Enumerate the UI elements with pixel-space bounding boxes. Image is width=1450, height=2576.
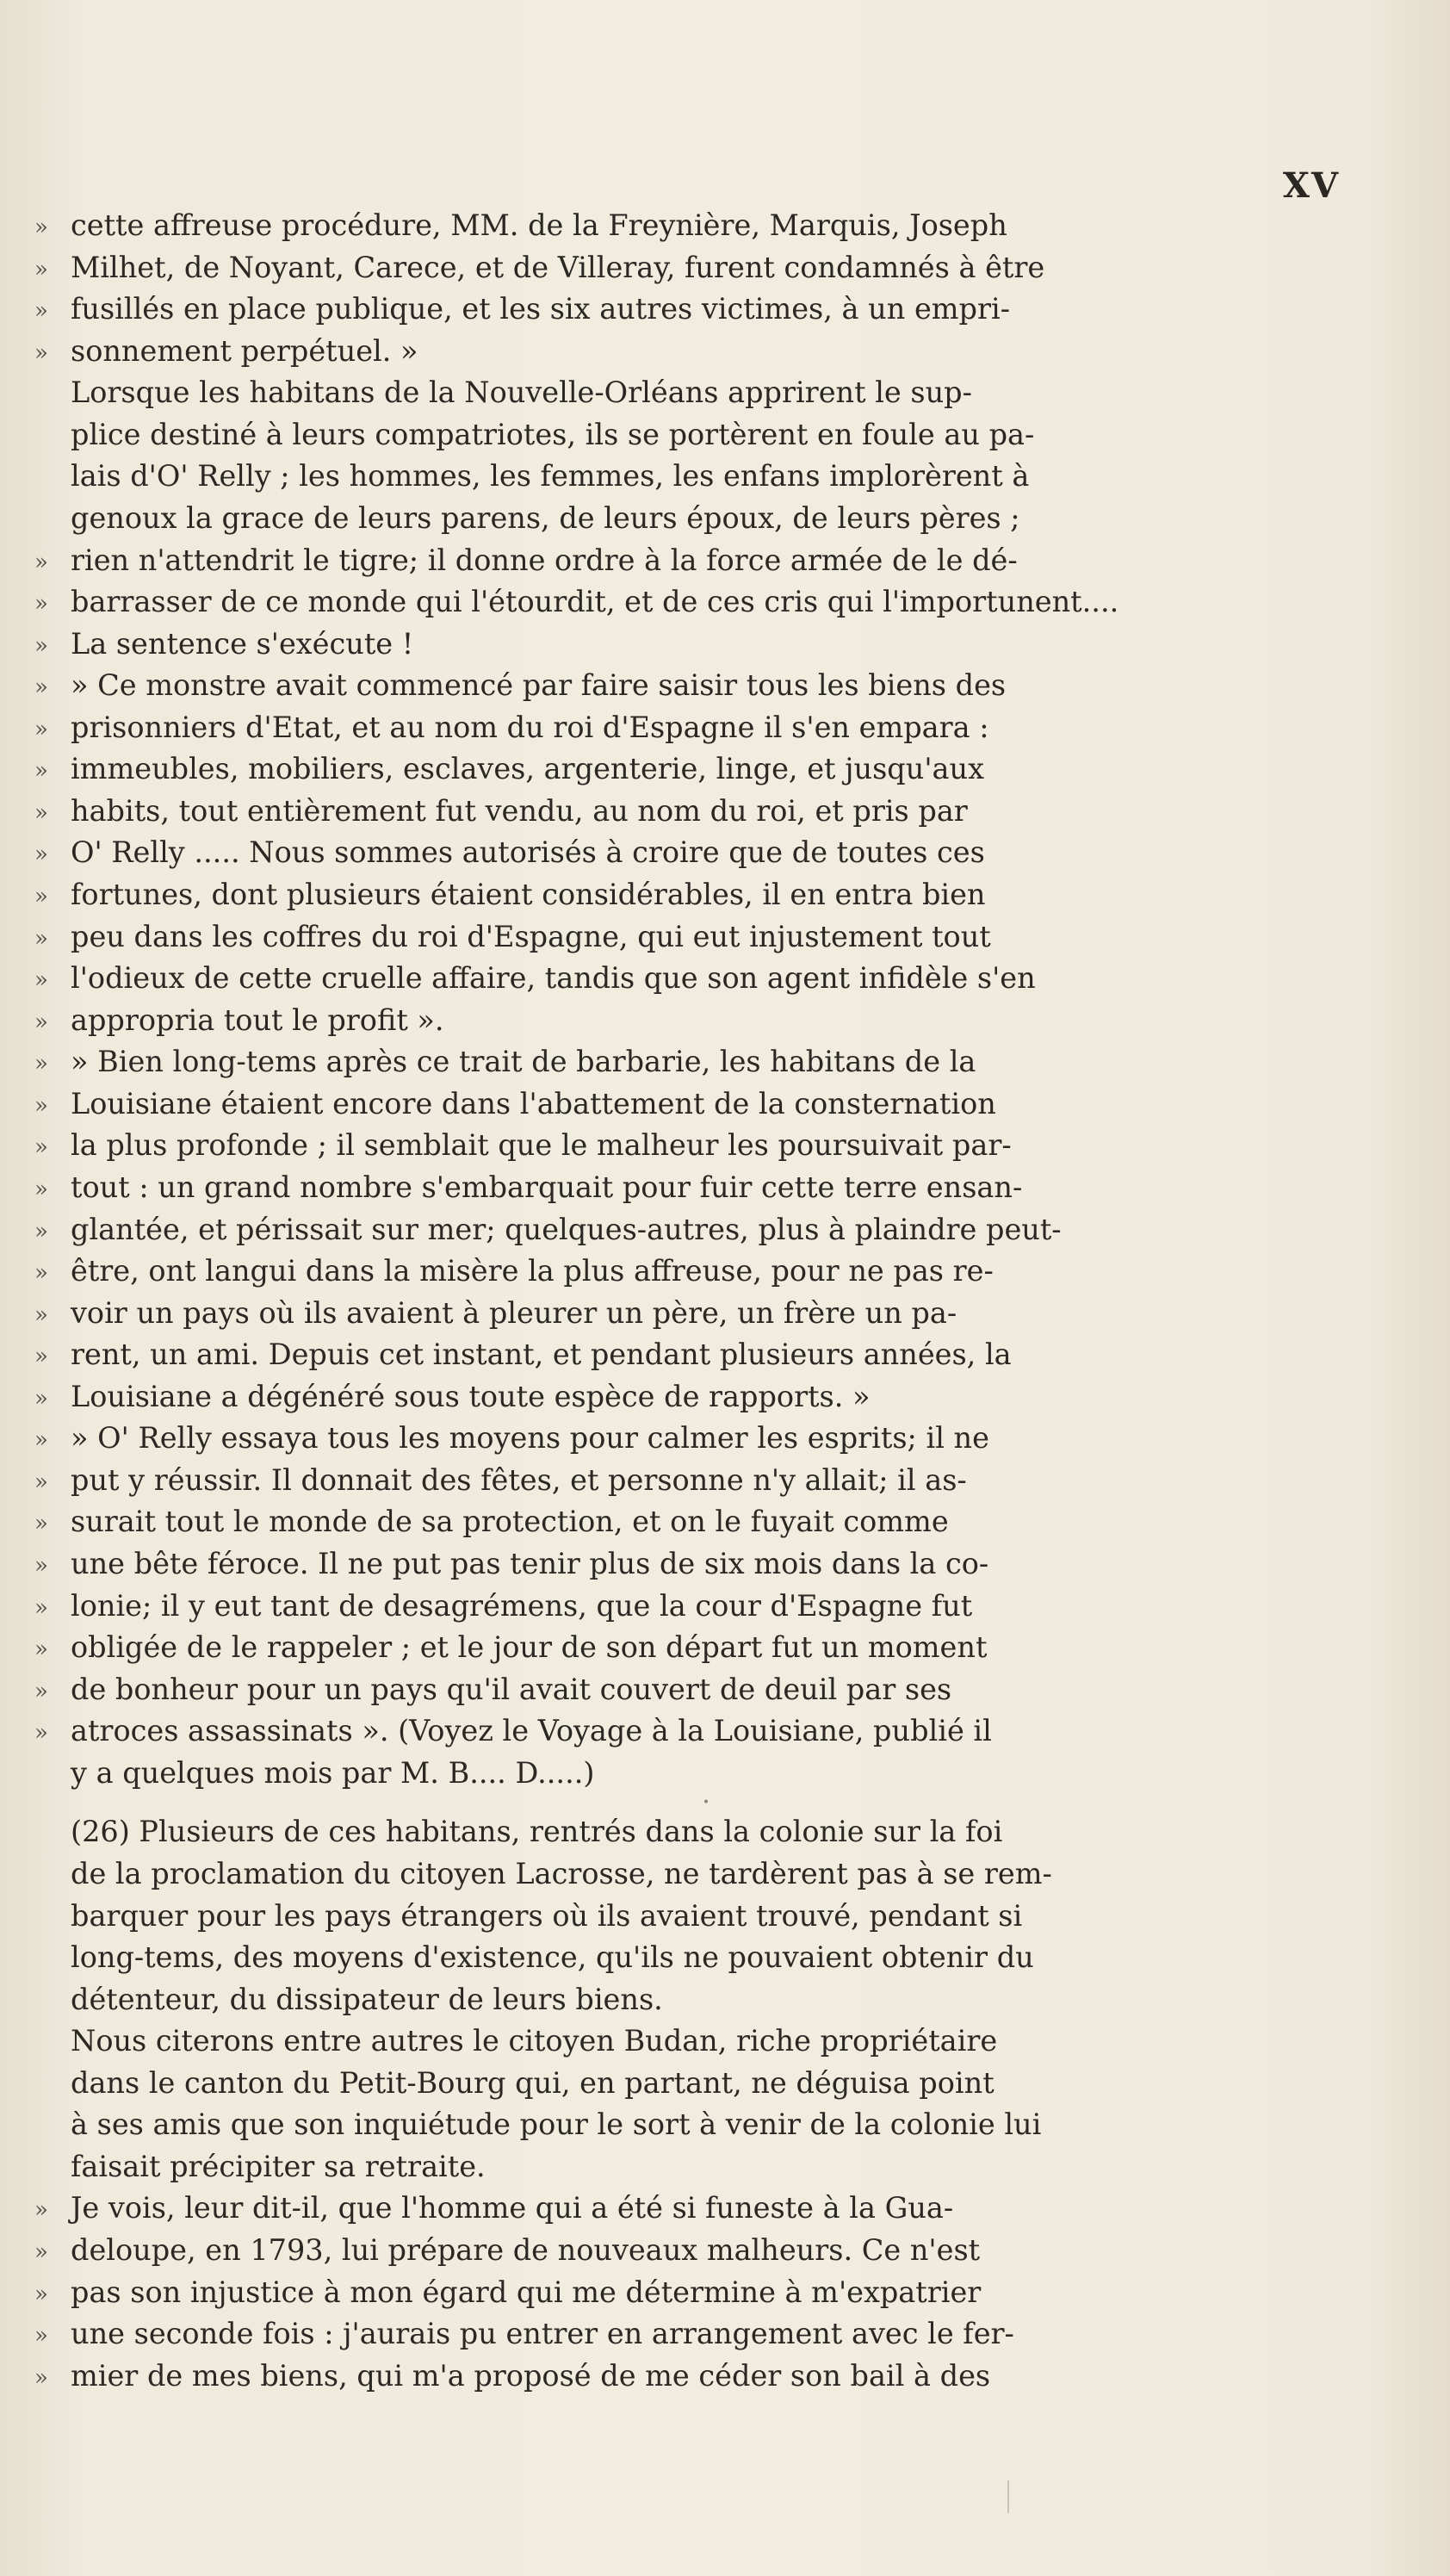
line-text: pas son injustice à mon égard qui me détermine à m'expatrier	[71, 2275, 982, 2309]
line-text: (26) Plusieurs de ces habitans, rentrés dans la colonie sur la foi	[71, 1815, 1003, 1849]
text-line	[34, 624, 1378, 666]
quotation-mark: »	[34, 716, 48, 742]
text-line	[34, 2146, 1378, 2188]
quotation-mark: »	[34, 1468, 48, 1495]
line-text: fortunes, dont plusieurs étaient considérables, il en entra bien	[71, 878, 986, 911]
text-line	[34, 1710, 1378, 1753]
text-line	[34, 1125, 1378, 1167]
paragraph-6	[34, 2020, 1378, 2188]
quotation-mark: »	[34, 591, 48, 618]
text-line	[34, 2188, 1378, 2230]
line-text: faisait précipiter sa retraite.	[71, 2149, 486, 2183]
quotation-mark: »	[34, 884, 48, 909]
line-text: rent, un ami. Depuis cet instant, et pendant plusieurs années, la	[71, 1338, 1012, 1372]
line-text: long-tems, des moyens d'existence, qu'ils ne pouvaient obtenir du	[71, 1940, 1034, 1975]
quotation-mark: »	[34, 1553, 48, 1579]
text-line	[34, 832, 1378, 874]
line-text: barquer pour les pays étrangers où ils avaient trouvé, pendant si	[71, 1898, 1023, 1933]
text-line	[34, 1000, 1378, 1042]
line-text: » Bien long-tems après ce trait de barbarie, les habitans de la	[71, 1045, 976, 1079]
quotation-mark: »	[34, 841, 48, 868]
text-line	[34, 581, 1378, 624]
line-text: une seconde fois : j'aurais pu entrer en arrangement avec le fer-	[71, 2317, 1014, 2351]
page-body	[34, 205, 1378, 2397]
line-text: tout : un grand nombre s'embarquait pour fuir cette terre ensan-	[71, 1170, 1023, 1204]
line-text: appropria tout le profit ».	[71, 1002, 444, 1037]
text-line	[34, 791, 1378, 833]
quotation-mark: »	[34, 1385, 48, 1412]
line-text: » Ce monstre avait commencé par faire saisir tous les biens des	[71, 668, 1007, 703]
quotation-mark: »	[34, 256, 48, 282]
line-text: » O' Relly essaya tous les moyens pour calmer les esprits; il ne	[71, 1421, 989, 1456]
quotation-mark: »	[34, 1051, 48, 1077]
text-line	[34, 2063, 1378, 2105]
text-line	[34, 1853, 1378, 1896]
text-line	[34, 2230, 1378, 2272]
quotation-mark: »	[34, 2197, 48, 2224]
section-separator: •	[702, 1796, 710, 1810]
quotation-mark: »	[34, 758, 48, 785]
quotation-mark: »	[34, 1720, 48, 1747]
line-text: à ses amis que son inquiétude pour le sort à venir de la colonie lui	[71, 2107, 1042, 2142]
line-text: être, ont langui dans la misère la plus affreuse, pour ne pas re-	[71, 1254, 994, 1288]
text-line	[34, 1627, 1378, 1669]
text-line	[34, 331, 1378, 373]
text-line	[34, 707, 1378, 749]
text-line	[34, 498, 1378, 540]
text-line	[34, 1811, 1378, 1853]
line-text: genoux la grace de leurs parens, de leurs époux, de leurs pères ;	[71, 500, 1020, 535]
line-text: de bonheur pour un pays qu'il avait couvert de deuil par ses	[71, 1672, 952, 1706]
page-number: XV	[1282, 165, 1340, 206]
quotation-mark: »	[34, 339, 48, 366]
line-text: put y réussir. Il donnait des fêtes, et personne n'y allait; il as-	[71, 1462, 967, 1497]
paragraph-1	[34, 205, 1378, 665]
line-text: cette affreuse procédure, MM. de la Freynière, Marquis, Joseph	[71, 208, 1007, 242]
line-text: surait tout le monde de sa protection, et on le fuyait comme	[71, 1505, 949, 1539]
text-line	[34, 958, 1378, 1000]
text-line	[34, 2272, 1378, 2314]
text-line	[34, 916, 1378, 959]
line-text: détenteur, du dissipateur de leurs biens.	[71, 1982, 663, 2016]
text-line	[34, 1896, 1378, 1938]
margin-mark	[1007, 2480, 1009, 2513]
quotation-mark: »	[34, 2281, 48, 2307]
quotation-mark: »	[34, 1092, 48, 1119]
line-text: une bête féroce. Il ne put pas tenir plus de six mois dans la co-	[71, 1547, 989, 1580]
text-line	[34, 1586, 1378, 1628]
line-text: la plus profonde ; il semblait que le malheur les poursuivait par-	[71, 1128, 1012, 1163]
text-line	[34, 1334, 1378, 1376]
line-text: voir un pays où ils avaient à pleurer un père, un frère un pa-	[71, 1295, 957, 1330]
text-line	[34, 1979, 1378, 2021]
quotation-mark: »	[34, 1594, 48, 1621]
line-text: Louisiane étaient encore dans l'abattement de la consternation	[71, 1086, 996, 1120]
quotation-mark: »	[34, 298, 48, 325]
quotation-mark: »	[34, 549, 48, 575]
quotation-mark: »	[34, 1176, 48, 1202]
text-line	[34, 1543, 1378, 1586]
quotation-mark: »	[34, 2239, 48, 2265]
quotation-mark: »	[34, 1636, 48, 1663]
text-line	[34, 1083, 1378, 1126]
text-line	[34, 414, 1378, 456]
text-line	[34, 1293, 1378, 1335]
line-text: Je vois, leur dit-il, que l'homme qui a été si funeste à la Gua-	[71, 2191, 954, 2225]
line-text: sonnement perpétuel. »	[71, 333, 418, 368]
quotation-mark: »	[34, 674, 48, 701]
quotation-mark: »	[34, 925, 48, 952]
line-text: lais d'O' Relly ; les hommes, les femmes, les enfans implorèrent à	[71, 459, 1030, 493]
text-line	[34, 456, 1378, 498]
quotation-mark: »	[34, 1260, 48, 1287]
quotation-mark: »	[34, 1134, 48, 1161]
line-text: Nous citerons entre autres le citoyen Budan, riche propriétaire	[71, 2024, 998, 2058]
text-line	[34, 1167, 1378, 1209]
line-text: habits, tout entièrement fut vendu, au nom du roi, et pris par	[71, 793, 968, 828]
text-line	[34, 247, 1378, 289]
line-text: atroces assassinats ». (Voyez le Voyage à la Louisiane, publié il	[71, 1714, 992, 1748]
line-text: obligée de le rappeler ; et le jour de son départ fut un moment	[71, 1630, 988, 1665]
line-text: glantée, et périssait sur mer; quelques-autres, plus à plaindre peut-	[71, 1212, 1062, 1246]
text-line	[34, 1251, 1378, 1293]
line-text: de la proclamation du citoyen Lacrosse, ne tardèrent pas à se rem-	[71, 1856, 1052, 1890]
text-line	[34, 2020, 1378, 2063]
paragraph-4	[34, 1418, 1378, 1794]
quotation-mark: »	[34, 967, 48, 994]
text-line	[34, 372, 1378, 414]
quotation-mark: »	[34, 1678, 48, 1704]
text-line	[34, 1418, 1378, 1460]
text-line	[34, 2313, 1378, 2356]
text-line	[34, 1753, 1378, 1795]
line-text: mier de mes biens, qui m'a proposé de me céder son bail à des	[71, 2358, 991, 2393]
quotation-mark: »	[34, 1301, 48, 1328]
text-line	[34, 1460, 1378, 1502]
quotation-mark: »	[34, 1009, 48, 1035]
line-text: prisonniers d'Etat, et au nom du roi d'Espagne il s'en empara :	[71, 710, 989, 744]
paragraph-7	[34, 2188, 1378, 2397]
text-line	[34, 1209, 1378, 1251]
quotation-mark: »	[34, 1218, 48, 1245]
text-line	[34, 1501, 1378, 1543]
text-line	[34, 665, 1378, 707]
paragraph-3	[34, 1041, 1378, 1418]
text-line	[34, 540, 1378, 582]
quotation-mark: »	[34, 1511, 48, 1537]
text-line	[34, 874, 1378, 916]
line-text: y a quelques mois par M. B.... D.....)	[71, 1755, 595, 1790]
line-text: deloupe, en 1793, lui prépare de nouveaux malheurs. Ce n'est	[71, 2233, 981, 2267]
text-line	[34, 2104, 1378, 2146]
paragraph-2	[34, 665, 1378, 1041]
paragraph-5	[34, 1811, 1378, 2020]
line-text: immeubles, mobiliers, esclaves, argenterie, linge, et jusqu'aux	[71, 752, 984, 786]
quotation-mark: »	[34, 799, 48, 826]
line-text: peu dans les coffres du roi d'Espagne, qui eut injustement tout	[71, 919, 991, 953]
line-text: l'odieux de cette cruelle affaire, tandis que son agent infidèle s'en	[71, 961, 1036, 996]
line-text: La sentence s'exécute !	[71, 626, 414, 661]
line-text: O' Relly ..... Nous sommes autorisés à croire que de toutes ces	[71, 835, 985, 870]
text-line	[34, 1669, 1378, 1711]
text-line	[34, 2356, 1378, 2398]
quotation-mark: »	[34, 2364, 48, 2391]
line-text: dans le canton du Petit-Bourg qui, en partant, ne déguisa point	[71, 2065, 995, 2100]
text-line	[34, 1041, 1378, 1083]
line-text: Lorsque les habitans de la Nouvelle-Orléans apprirent le sup-	[71, 376, 972, 410]
text-line	[34, 205, 1378, 247]
text-line	[34, 1937, 1378, 1979]
quotation-mark: »	[34, 1427, 48, 1454]
line-text: plice destiné à leurs compatriotes, ils se portèrent en foule au pa-	[71, 417, 1035, 451]
line-text: lonie; il y eut tant de desagrémens, que la cour d'Espagne fut	[71, 1588, 973, 1623]
quotation-mark: »	[34, 214, 48, 240]
line-text: fusillés en place publique, et les six autres victimes, à un empri-	[71, 292, 1011, 326]
text-line	[34, 289, 1378, 331]
quotation-mark: »	[34, 2323, 48, 2349]
line-text: rien n'attendrit le tigre; il donne ordre à la force armée de le dé-	[71, 543, 1018, 577]
line-text: barrasser de ce monde qui l'étourdit, et de ces cris qui l'importunent....	[71, 585, 1119, 619]
text-line	[34, 1376, 1378, 1418]
quotation-mark: »	[34, 632, 48, 659]
quotation-mark: »	[34, 1344, 48, 1370]
line-text: Milhet, de Noyant, Carece, et de Villeray, furent condamnés à être	[71, 250, 1045, 284]
line-text: Louisiane a dégénéré sous toute espèce de rapports. »	[71, 1379, 871, 1413]
text-line	[34, 748, 1378, 791]
